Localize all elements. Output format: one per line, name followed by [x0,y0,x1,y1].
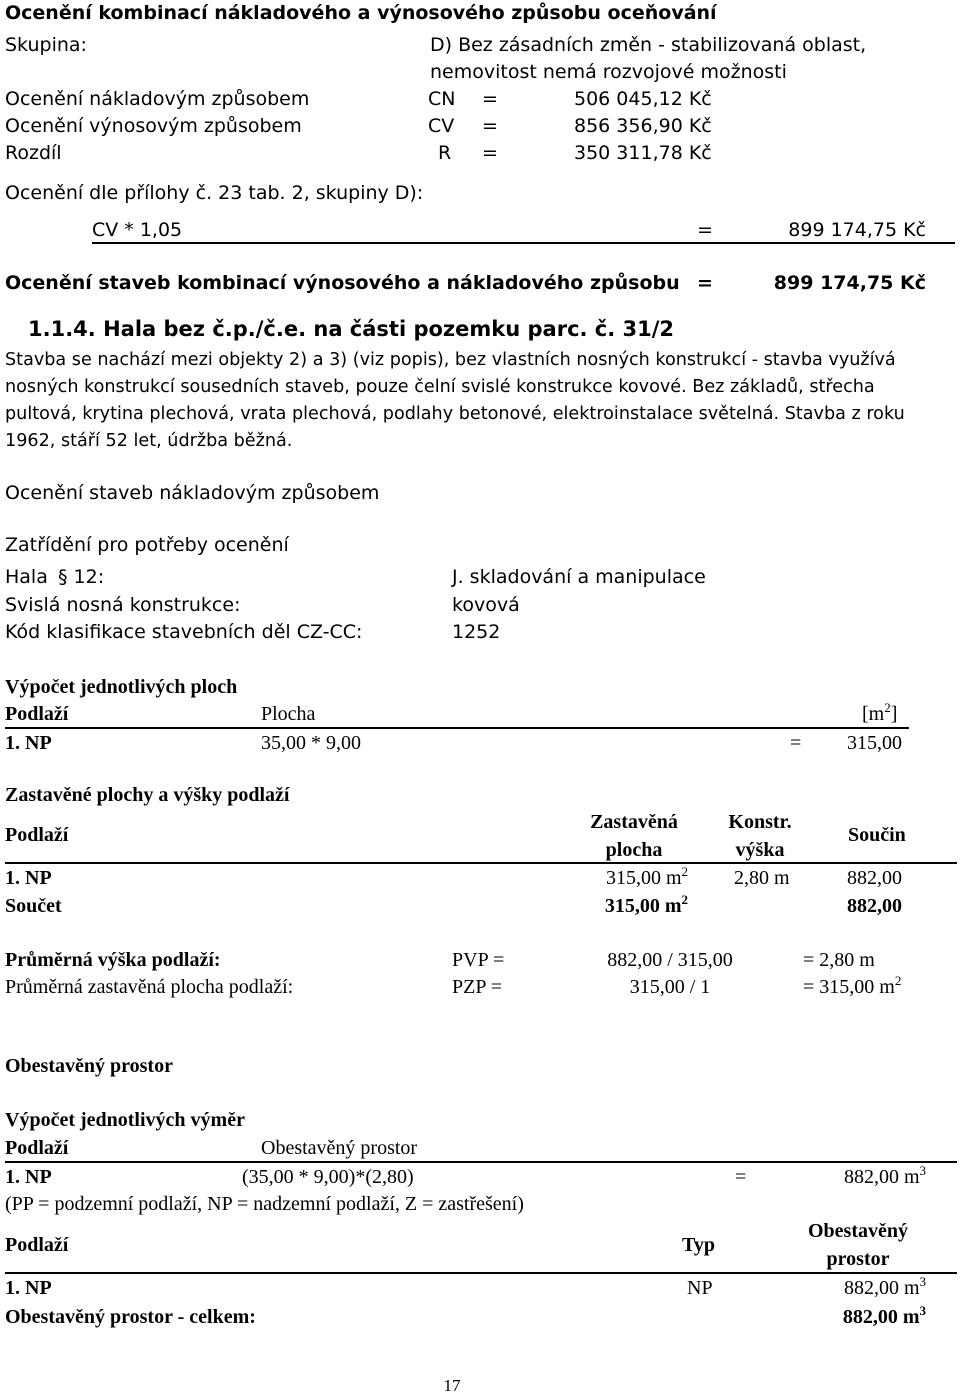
cost-method-value: 506 045,12 Kč [574,88,712,110]
group-label: Skupina: [5,34,87,56]
classification-structure-label: Svislá nosná konstrukce: [5,594,241,616]
areas-row-formula: 35,00 * 9,00 [261,732,361,754]
areas-col-area: Plocha [261,703,316,725]
avg-area-result: = 315,00 $m^2$ [803,973,902,998]
classification-code-label: Kód klasifikace stavebních děl CZ-CC: [5,621,363,643]
avg-height-result: = 2,80 m [803,949,875,971]
page-number: 17 [443,1376,461,1395]
difference-code: R [438,142,452,164]
areas-col-unit: $[m^2]$ [862,700,898,725]
avg-height-formula: 882,00 / 315,00 [607,949,733,971]
enclosed-tbl-col-space-2: prostor [826,1248,890,1270]
enclosed-tbl-header-rule [5,1272,957,1274]
building-description: Stavba se nachází mezi objekty 2) a 3) (viz popis), bez vlastních nosných konstrukcí - stavba využívá nosných konstrukcí sousedních staveb, pouze čelní svislé konstrukce kovové. Bez základů, střecha pultová, krytina plechová, vrata plechová, podlahy betonové, elektroinstalace světelná. Stavba z roku 1962, stáří 52 let, údržba běžná. [5,350,905,451]
builtup-col-floor: Podlaží [5,824,69,846]
builtup-row1-product: 882,00 [847,867,902,889]
enclosed-tbl-row-floor: 1. NP [5,1277,52,1299]
combined-value: 899 174,75 Kč [773,272,926,294]
areas-row-eq: = [790,732,802,754]
classification-code-value: 1252 [452,621,501,643]
enclosed-total-label: Obestavěný prostor - celkem: [5,1306,256,1328]
classification-hall-ref: § 12: [58,566,105,588]
enclosed-tbl-col-type: Typ [682,1234,715,1256]
builtup-col-area-1: Zastavěná [590,811,678,833]
attachment-eq: = [697,219,713,241]
income-method-code: CV [428,115,455,137]
group-value-line1: D) Bez zásadních změn - stabilizovaná oblast, [430,34,867,56]
areas-header-rule [5,727,909,729]
income-method-eq: = [482,115,498,137]
areas-col-floor: Podlaží [5,703,69,725]
income-method-label: Ocenění výnosovým způsobem [5,115,302,137]
enclosed-tbl-col-floor: Podlaží [5,1234,69,1256]
builtup-row1-area: 315,00 $m^2$ [605,864,688,889]
builtup-heading: Zastavěné plochy a výšky podlaží [5,784,290,806]
enclosed-calc-heading: Výpočet jednotlivých výměr [5,1109,245,1131]
builtup-total-area: 315,00 $m^2$ [604,892,688,917]
builtup-col-area-2: plocha [605,839,663,861]
difference-eq: = [482,142,498,164]
cost-method-label: Ocenění nákladovým způsobem [5,88,310,110]
group-value-line2: nemovitost nemá rozvojové možnosti [430,61,787,83]
enclosed-legend: (PP = podzemní podlaží, NP = nadzemní podlaží, Z = zastřešení) [5,1193,524,1215]
builtup-col-height-2: výška [735,839,785,861]
income-method-value: 856 356,90 Kč [574,115,712,137]
enclosed-total-value: 882,00 $m^3$ [842,1303,926,1328]
builtup-row1-height: 2,80 m [734,867,790,889]
section-heading: 1.1.4. Hala bez č.p./č.e. na části pozemku parc. č. 31/2 [28,317,675,341]
areas-row-value: 315,00 [847,732,902,754]
attachment-underline [92,242,955,244]
avg-height-label: Průměrná výška podlaží: [5,949,221,971]
difference-label: Rozdíl [5,142,62,164]
avg-height-code: PVP = [452,949,505,971]
enclosed-row-floor: 1. NP [5,1166,52,1188]
enclosed-row-formula: (35,00 * 9,00)*(2,80) [242,1166,414,1188]
combined-eq: = [697,272,713,294]
combined-label: Ocenění staveb kombinací výnosového a nákladového způsobu [5,272,680,294]
attachment-label: Ocenění dle přílohy č. 23 tab. 2, skupiny D): [5,182,424,204]
classification-heading: Zatřídění pro potřeby ocenění [5,534,289,556]
builtup-total-floor: Součet [5,895,62,917]
enclosed-tbl-row-type: NP [687,1277,713,1299]
enclosed-row-eq: = [735,1166,747,1188]
avg-area-code: PZP = [452,976,502,998]
cost-method-eq: = [482,88,498,110]
enclosed-col-floor: Podlaží [5,1137,69,1159]
builtup-col-product: Součin [848,824,906,846]
areas-row-floor: 1. NP [5,732,52,754]
builtup-header-rule [5,862,957,864]
classification-structure-value: kovová [452,594,520,616]
attachment-formula: CV * 1,05 [92,219,183,241]
builtup-col-height-1: Konstr. [728,811,792,833]
attachment-value: 899 174,75 Kč [788,219,926,241]
cost-heading: Ocenění staveb nákladovým způsobem [5,482,380,504]
builtup-total-product: 882,00 [847,895,902,917]
classification-hall-label: Hala [5,566,48,588]
difference-value: 350 311,78 Kč [574,142,712,164]
enclosed-tbl-row-value: 882,00 $m^3$ [843,1274,926,1299]
builtup-row1-floor: 1. NP [5,867,52,889]
cost-method-code: CN [428,88,456,110]
enclosed-col-space: Obestavěný prostor [261,1137,418,1159]
enclosed-tbl-col-space-1: Obestavěný [808,1220,908,1242]
enclosed-heading: Obestavěný prostor [5,1055,173,1077]
enclosed-header-rule [5,1161,957,1163]
enclosed-row-value: 882,00 $m^3$ [843,1163,926,1188]
classification-hall-value: J. skladování a manipulace [452,566,706,588]
avg-area-label: Průměrná zastavěná plocha podlaží: [5,976,294,998]
avg-area-formula: 315,00 / 1 [629,976,711,998]
areas-heading: Výpočet jednotlivých ploch [5,676,238,698]
page-title: Ocenění kombinací nákladového a výnosového způsobu oceňování [5,2,717,24]
